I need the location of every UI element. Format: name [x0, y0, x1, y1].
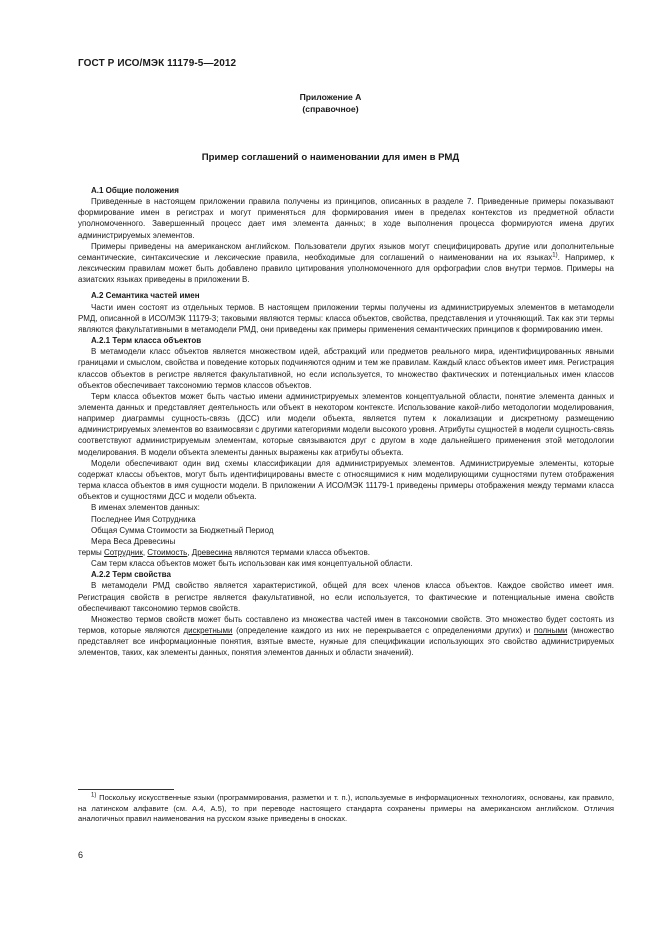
term-underlined: полными: [533, 626, 568, 636]
paragraph: [78, 241, 614, 286]
standard-header: ГОСТ Р ИСО/МЭК 11179-5—2012: [78, 58, 237, 69]
term-underlined: Древесина: [191, 548, 233, 557]
example-item: Последнее Имя Сотрудника: [91, 514, 196, 524]
examples-intro: В именах элементов данных:: [91, 503, 200, 513]
separator: ,: [187, 548, 192, 557]
paragraph: [78, 614, 614, 659]
paragraph: Терм класса объектов может быть частью имени администрируемых элементов концептуальной области, понятие элемента данных и элемента данных и представляет деятельность или объект в некотором контексте. Использование какой-либо методологии моделирования, например диаграммы сущность-связь (ДСС) или модели объекта, является путем к локализации и дискретному размещению администрируемых элементов во взаимосвязи с другими категориями модели высокого уровня. Атрибуты сущностей в модели сущность-связь соответствуют администрируемым элементам, которые связываются друг с другом в ходе дальнейшего применения этой методологии моделирования. В модели объекта элементы данных выражены как атрибуты объекта.: [78, 391, 614, 457]
text: являются термами класса объектов.: [232, 548, 370, 557]
page-number: 6: [78, 850, 84, 860]
footnote-marker: 1): [91, 792, 97, 799]
text: термы: [78, 548, 104, 557]
text: (множество представляет все информационные понятия, взятые вместе, нужные для спецификации использующих это свойство администрируемых элементов, таких, как элементы данных, понятия элементов данных и области значений).: [78, 626, 614, 658]
text: Множество термов свойств может быть составлено из множества частей имен в таксономии свойств. Это множество будет состоять из термов, которые являются: [78, 614, 614, 636]
term-underlined: дискретными: [183, 626, 233, 636]
paragraph: Сам терм класса объектов может быть использован как имя концептуальной области.: [91, 559, 413, 569]
section-heading-a22: А.2.2 Терм свойства: [91, 570, 171, 580]
annex-subtitle: (справочное): [302, 104, 359, 114]
section-heading-a2: А.2 Семантика частей имен: [91, 291, 200, 301]
example-item: Мера Веса Древесины: [91, 536, 176, 546]
section-heading-a21: А.2.1 Терм класса объектов: [91, 336, 202, 346]
paragraph: Части имен состоят из отдельных термов. В настоящем приложении термы получены из администрируемых элементов в метамодели РМД, описанной в ИСО/МЭК 11179-3; таковыми являются термы: класса объектов, свойства, представления и уточняющий. Так как эти термы являются факультативными в метамодели РМД, они приведены как примеры применения семантических принципов к формированию имен.: [78, 302, 614, 334]
text: (определение каждого из них не перекрывается с определениями других) и: [232, 626, 534, 636]
footnote: [78, 793, 614, 825]
term-underlined: Стоимость: [147, 548, 188, 557]
example-item: Общая Сумма Стоимости за Бюджетный Период: [91, 525, 274, 535]
footnote-reference[interactable]: 1): [552, 252, 558, 259]
paragraph-text: . Например, к лексическим правилам может быть добавлено правило цитирования уполномоченного для орфографии слов внутри термов. Примеры на азиатских языках приведены в приложении В.: [78, 252, 615, 285]
separator: ,: [142, 548, 148, 557]
footnote-text: Поскольку искусственные языки (программирования, разметки и т. п.), используемые в информационных технологиях, основаны, как правило, на латинском алфавите (см. А.4, А.5), то при переводе настоящего стандарта сохранены примеры на американском английском. Отличия аналогичных правил наименования на русском языке приведены в сносках.: [78, 793, 614, 824]
terms-sentence: [78, 547, 614, 558]
paragraph-text: Примеры приведены на американском английском. Пользователи других языков могут специфицировать другие или дополнительные семантические, синтаксические и лексические правила, необходимые для соглашений о наименовании на их языках: [78, 241, 614, 262]
document-body: [78, 185, 614, 659]
section-heading-a1: А.1 Общие положения: [91, 186, 179, 195]
term-underlined: Сотрудник: [103, 548, 143, 557]
paragraph: В метамодели РМД свойство является характеристикой, общей для всех членов класса объектов. Каждое свойство имеет имя. Регистрация свойств в регистре является факультативной, но если используется, то фактические и потенциальные имена свойств обеспечивают таксономию термов свойств.: [78, 581, 614, 613]
footnote-divider: [78, 789, 174, 790]
paragraph: Приведенные в настоящем приложении правила получены из принципов, описанных в разделе 7. Приведенные примеры показывают формирование имен в регистрах и могут применяться для формирования имен в пределах контекстов из предметной области уполномоченного. Завершенный процесс дает имя элемента данных; в ходе выполнения процесса формируются имена других администрируемых элементов.: [78, 197, 614, 240]
document-title: Пример соглашений о наименовании для имен в РМД: [201, 152, 460, 163]
paragraph: Модели обеспечивают один вид схемы классификации для администрируемых элементов. Администрируемые элементы, которые содержат классы объектов, могут быть идентифицированы вместе с относящимися к ним моделирующими сущностями путем отображения терма класса объектов в имя сущности модели. В приложении А ИСО/МЭК 11179-1 приведены примеры отображения между термами класса объектов и сущностями ДСС и модели объекта.: [78, 458, 614, 502]
annex-title: Приложение А: [299, 92, 362, 102]
paragraph: В метамодели класс объектов является множеством идей, абстракций или предметов реального мира, идентифицированных явными границами и смыслом, свойства и поведение которых подчиняются одним и тем же правилам. Каждый класс объектов имеет имя. Регистрация классов объектов в регистре является факультативной, но если используется, то множество фактических и потенциальных имен классов объектов обеспечивает таксономию термов классов объектов.: [78, 347, 614, 390]
